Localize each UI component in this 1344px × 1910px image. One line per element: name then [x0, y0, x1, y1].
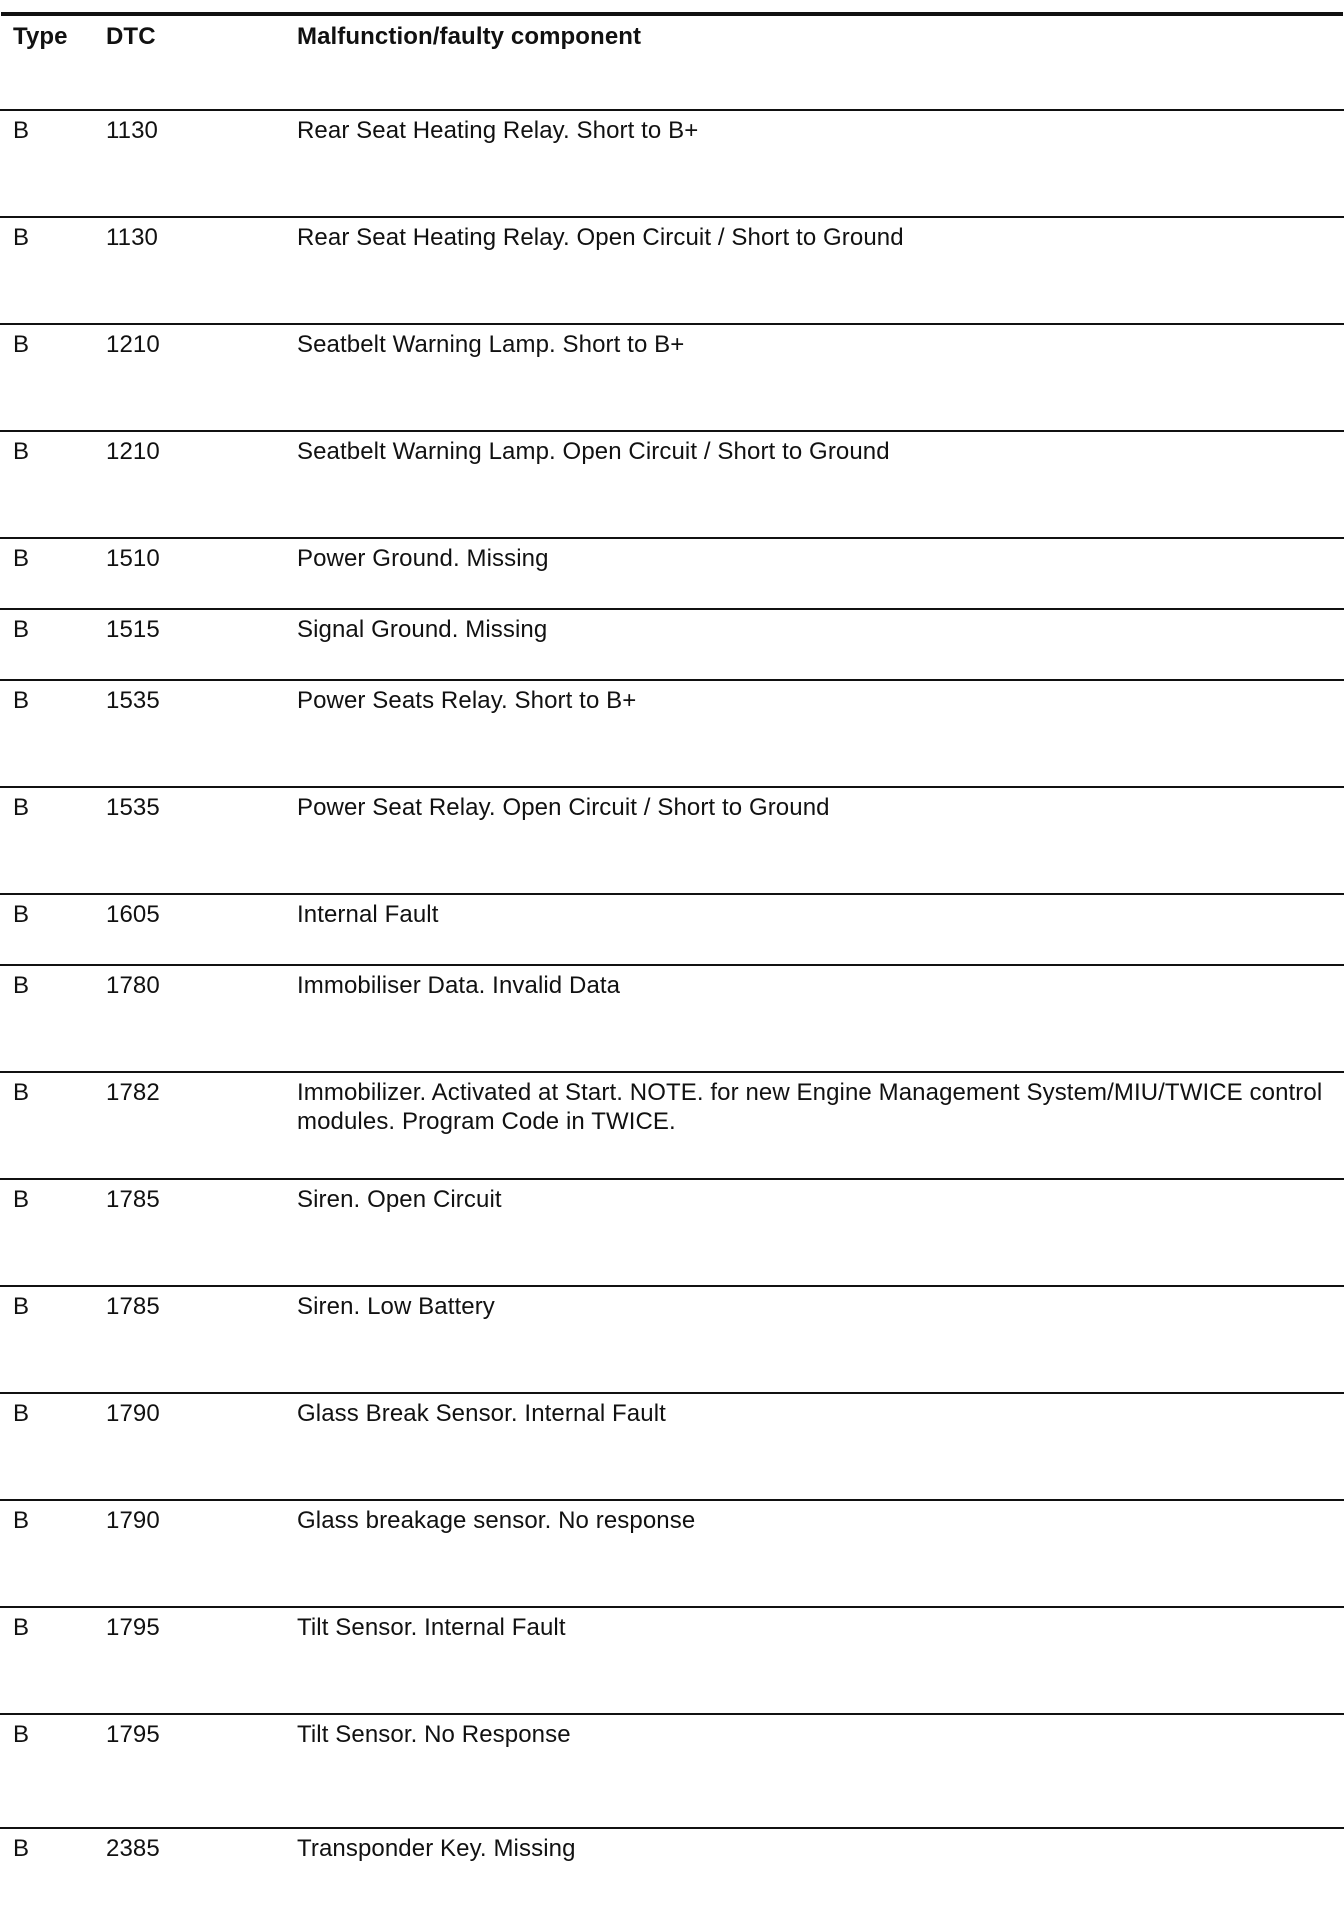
cell-description: Seatbelt Warning Lamp. Open Circuit / Short to Ground: [297, 438, 890, 465]
cell-type: B: [13, 616, 30, 643]
cell-dtc: 1780: [106, 972, 160, 999]
cell-dtc: 2385: [106, 1835, 160, 1862]
cell-description: Siren. Open Circuit: [297, 1186, 502, 1213]
cell-dtc: 1795: [106, 1721, 160, 1748]
cell-description: Glass breakage sensor. No response: [297, 1507, 696, 1534]
cell-description: Glass Break Sensor. Internal Fault: [297, 1400, 666, 1427]
cell-description: Power Ground. Missing: [297, 545, 549, 572]
dtc-table: [0, 12, 1344, 1887]
cell-dtc: 1210: [106, 331, 160, 358]
table-row: [0, 1285, 1344, 1392]
cell-type: B: [13, 545, 30, 572]
cell-dtc: 1510: [106, 545, 160, 572]
cell-description: Power Seat Relay. Open Circuit / Short to Ground: [297, 794, 830, 821]
table-row: [0, 608, 1344, 679]
cell-description: Immobilizer. Activated at Start. NOTE. for new Engine Management System/MIU/TWICE control modules. Program Code in TWICE.: [297, 1079, 1323, 1135]
table-row: [0, 1178, 1344, 1285]
cell-type: B: [13, 117, 30, 144]
cell-dtc: 1790: [106, 1400, 160, 1427]
cell-type: B: [13, 331, 30, 358]
cell-type: B: [13, 1507, 30, 1534]
cell-type: B: [13, 1721, 30, 1748]
cell-type: B: [13, 1835, 30, 1862]
header-dtc: DTC: [106, 23, 156, 50]
cell-type: B: [13, 972, 30, 999]
cell-dtc: 1790: [106, 1507, 160, 1534]
table-row: [0, 1071, 1344, 1178]
cell-dtc: 1210: [106, 438, 160, 465]
cell-description: Rear Seat Heating Relay. Open Circuit / Short to Ground: [297, 224, 904, 251]
table-row: [0, 1392, 1344, 1499]
cell-type: B: [13, 794, 30, 821]
table-row: [0, 1827, 1344, 1887]
table-row: [0, 430, 1344, 537]
table-row: [0, 786, 1344, 893]
cell-description: Rear Seat Heating Relay. Short to B+: [297, 117, 699, 144]
header-description: Malfunction/faulty component: [297, 23, 642, 50]
table-row: [0, 109, 1344, 216]
table-row: [0, 216, 1344, 323]
header-type: Type: [13, 23, 68, 50]
cell-type: B: [13, 901, 30, 928]
cell-dtc: 1785: [106, 1186, 160, 1213]
cell-type: B: [13, 1079, 30, 1106]
table-row: [0, 1606, 1344, 1713]
cell-description: Signal Ground. Missing: [297, 616, 548, 643]
cell-type: B: [13, 1400, 30, 1427]
cell-description: Tilt Sensor. No Response: [297, 1721, 571, 1748]
cell-dtc: 1130: [106, 224, 159, 251]
cell-description: Internal Fault: [297, 901, 439, 928]
cell-dtc: 1605: [106, 901, 160, 928]
table-row: [0, 537, 1344, 608]
cell-description: Transponder Key. Missing: [297, 1835, 576, 1862]
cell-description: Power Seats Relay. Short to B+: [297, 687, 637, 714]
table-row: [0, 323, 1344, 430]
cell-type: B: [13, 1293, 30, 1320]
cell-dtc: 1782: [106, 1079, 160, 1106]
cell-type: B: [13, 1186, 30, 1213]
table-row: [0, 1499, 1344, 1606]
cell-dtc: 1535: [106, 794, 160, 821]
table-row: [0, 964, 1344, 1071]
cell-description: Seatbelt Warning Lamp. Short to B+: [297, 331, 685, 358]
cell-type: B: [13, 224, 30, 251]
cell-dtc: 1515: [106, 616, 160, 643]
cell-type: B: [13, 687, 30, 714]
cell-dtc: 1785: [106, 1293, 160, 1320]
table-row: [0, 893, 1344, 964]
cell-dtc: 1535: [106, 687, 160, 714]
cell-dtc: 1130: [106, 117, 159, 144]
table-row: [0, 1713, 1344, 1827]
table-header: [0, 16, 1344, 109]
cell-dtc: 1795: [106, 1614, 160, 1641]
cell-type: B: [13, 438, 30, 465]
cell-description: Tilt Sensor. Internal Fault: [297, 1614, 566, 1641]
cell-type: B: [13, 1614, 30, 1641]
cell-description: Immobiliser Data. Invalid Data: [297, 972, 621, 999]
table-body: [0, 109, 1344, 1887]
cell-description: Siren. Low Battery: [297, 1293, 495, 1320]
table-row: [0, 679, 1344, 786]
